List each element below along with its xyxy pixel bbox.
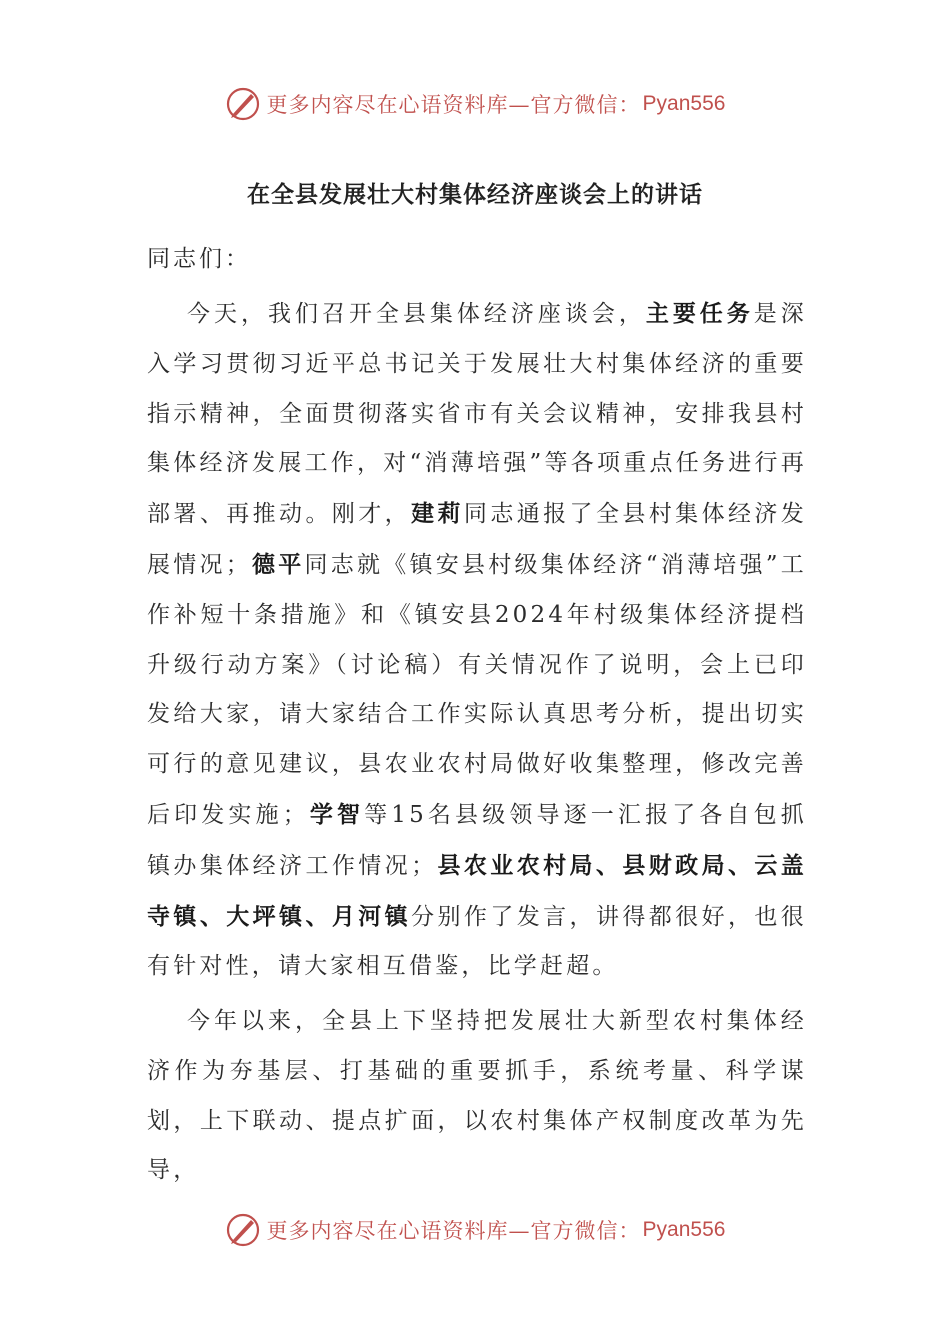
text-run: 同志通报了全县村集体经济发展情况；: [147, 501, 807, 578]
footer-watermark-banner: [0, 1210, 950, 1250]
text-run: 是深入学习贯彻习近平总书记关于发展壮大村集体经济的重要指示精神，全面贯彻落实省市有关会议精神，安排我县村集体经济发展工作，对“消薄培强”等各项重点任务进行再部署、再推动。刚才，: [147, 301, 807, 528]
text-run: 等15名县级领导逐一汇报了各自包抓镇办集体经济工作情况；: [147, 801, 807, 879]
greeting: 同志们：: [147, 246, 251, 272]
emphasized-text: 建莉: [411, 500, 464, 528]
emphasized-text: 德平: [251, 550, 305, 578]
header-watermark-banner: [0, 84, 950, 124]
paragraph-1: [147, 289, 807, 992]
text-run: 同志就《镇安县村级集体经济“消薄培强”工作补短十条措施》和《镇安县2024年村级集体经济提档升级行动方案》（讨论稿）有关情况作了说明，会上已印发给大家，请大家结合工作实际认真思考分析，提出切实可行的意见建议，县农业农村局做好收集整理，修改完善后印发实施；: [147, 551, 807, 828]
quill-pen-icon: [225, 1212, 261, 1248]
text-run: 今年以来，全县上下坚持把发展壮大新型农村集体经济作为夯基层、打基础的重要抓手，系统考量、科学谋划，上下联动、提点扩面，以农村集体产权制度改革为先导，: [147, 1008, 807, 1184]
watermark-text: 更多内容尽在心语资料库—官方微信：: [266, 93, 641, 117]
text-run: 今天，我们召开全县集体经济座谈会，: [187, 301, 646, 327]
watermark-handle: Pyan556: [642, 1218, 726, 1241]
text-run: 分别作了发言，讲得都很好，也很有针对性，请大家相互借鉴，比学赶超。: [147, 903, 808, 980]
paragraph-2: [147, 997, 807, 1196]
watermark-handle: Pyan556: [642, 92, 726, 115]
emphasized-text: 县农业农村局、县财政局、云盖寺镇、大坪镇、月河镇: [147, 851, 807, 930]
quill-pen-icon: [225, 86, 261, 122]
document-title: 在全县发展壮大村集体经济座谈会上的讲话: [247, 181, 703, 208]
emphasized-text: 主要任务: [645, 300, 754, 327]
emphasized-text: 学智: [308, 800, 365, 828]
watermark-text: 更多内容尽在心语资料库—官方微信：: [266, 1219, 641, 1243]
